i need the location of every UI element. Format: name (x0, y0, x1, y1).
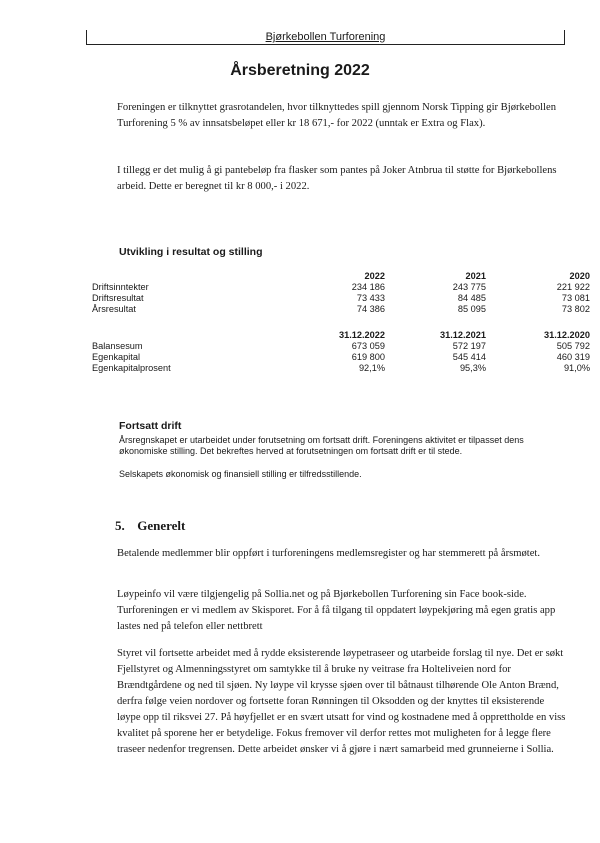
table-row (92, 304, 590, 315)
cell-value: 619 800 (351, 352, 385, 362)
year-header: 2020 (569, 271, 590, 281)
year-header: 2021 (465, 271, 486, 281)
going-concern-heading: Fortsatt drift (119, 420, 182, 432)
cell-value: 95,3% (459, 363, 486, 373)
row-label: Driftsresultat (92, 293, 144, 303)
cell-value: 91,0% (563, 363, 590, 373)
intro-paragraph-1: Foreningen er tilknyttet grasrotandelen, hvor tilknyttedes spill gjennom Norsk Tipping gir Bjørkebollen Turforening 5 % av innsatsbeløpet eller kr 18 671,- for 2022 (unntak er Extra og Flax). (117, 102, 556, 129)
row-label: Balansesum (92, 341, 143, 351)
cell-value: 73 081 (561, 293, 590, 303)
result-table (92, 271, 590, 315)
section-title: Generelt (137, 518, 186, 533)
cell-value: 74 386 (356, 304, 385, 314)
cell-value: 221 922 (556, 282, 590, 292)
header-org-name: Bjørkebollen Turforening (265, 31, 386, 43)
section-heading (115, 518, 185, 534)
header-box (86, 30, 565, 45)
table-row (92, 363, 590, 374)
section-paragraph-3: Styret vil fortsette arbeidet med å rydde eksisterende løypetraseer og utarbeide forslag til nye. Det er søkt Fjellstyret og Almenningsstyret om samtykke til å bruke ny veitrase fra Holteliveien nord for Brændtgårdene og ned til sjøen. Ny løype vil krysse sjøen over til båtnaust tilhørende Ole Anton Brænd, derfra følge veien nordover og fortsette foran Rønningen til Oksodden og der knyttes til eksisterende løype opp til riksvei 27. På høyfjellet er en svært utsatt for vind og kostnadene med å opprettholde en viss kvalitet på sporene her er betydelige. Fokus fremover vil derfor rettes mot muligheten for å legge flere traseer nedenfor tregrensen. Dette arbeidet ønsker vi å gjøre i nært samarbeid med grunneierne i Sollia. (117, 648, 566, 755)
cell-value: 505 792 (556, 341, 590, 351)
table-row (92, 282, 590, 293)
section-paragraph-1: Betalende medlemmer blir oppført i turforeningens medlemsregister og har stemmerett på årsmøtet. (117, 548, 541, 559)
row-label: Driftsinntekter (92, 282, 149, 292)
going-concern-text: Årsregnskapet er utarbeidet under forutsetning om fortsatt drift. Foreningens aktivitet er tilpasset dens økonomiske stilling. Det bekreftes herved at forutsetningen om fortsatt drift er til stede. (119, 435, 524, 456)
document-title: Årsberetning 2022 (230, 62, 370, 79)
section-paragraph-2: Løypeinfo vil være tilgjengelig på Sollia.net og på Bjørkebollen Turforening sin Face book-side. Turforeningen er vi medlem av Skisporet. For å få tilgang til oppdatert løypekjøring må egen gratis app lastes ned på telefon eller nettbrett (117, 589, 556, 632)
cell-value: 92,1% (358, 363, 385, 373)
row-label: Egenkapital (92, 352, 141, 362)
cell-value: 73 802 (561, 304, 590, 314)
row-label: Egenkapitalprosent (92, 363, 171, 373)
cell-value: 673 059 (351, 341, 385, 351)
cell-value: 572 197 (452, 341, 486, 351)
balance-table (92, 330, 590, 374)
cell-value: 85 095 (457, 304, 486, 314)
year-header: 2022 (364, 271, 385, 281)
cell-value: 234 186 (351, 282, 385, 292)
intro-paragraph-2: I tillegg er det mulig å gi pantebeløp fra flasker som pantes på Joker Atnbrua til støtte for Bjørkebollens arbeid. Dette er beregnet til kr 8 000,- i 2022. (117, 165, 557, 192)
year-header-row (92, 271, 590, 282)
cell-value: 73 433 (356, 293, 385, 303)
date-header: 31.12.2021 (440, 330, 486, 340)
table-row (92, 352, 590, 363)
table-row (92, 293, 590, 304)
section-number: 5. (115, 518, 125, 533)
date-header: 31.12.2020 (544, 330, 590, 340)
finance-heading: Utvikling i resultat og stilling (119, 246, 263, 258)
cell-value: 545 414 (452, 352, 486, 362)
table-row (92, 341, 590, 352)
row-label: Årsresultat (92, 304, 136, 314)
date-header: 31.12.2022 (339, 330, 385, 340)
financial-position-text: Selskapets økonomisk og finansiell stilling er tilfredsstillende. (119, 469, 362, 479)
cell-value: 84 485 (457, 293, 486, 303)
cell-value: 460 319 (556, 352, 590, 362)
cell-value: 243 775 (452, 282, 486, 292)
date-header-row (92, 330, 590, 341)
